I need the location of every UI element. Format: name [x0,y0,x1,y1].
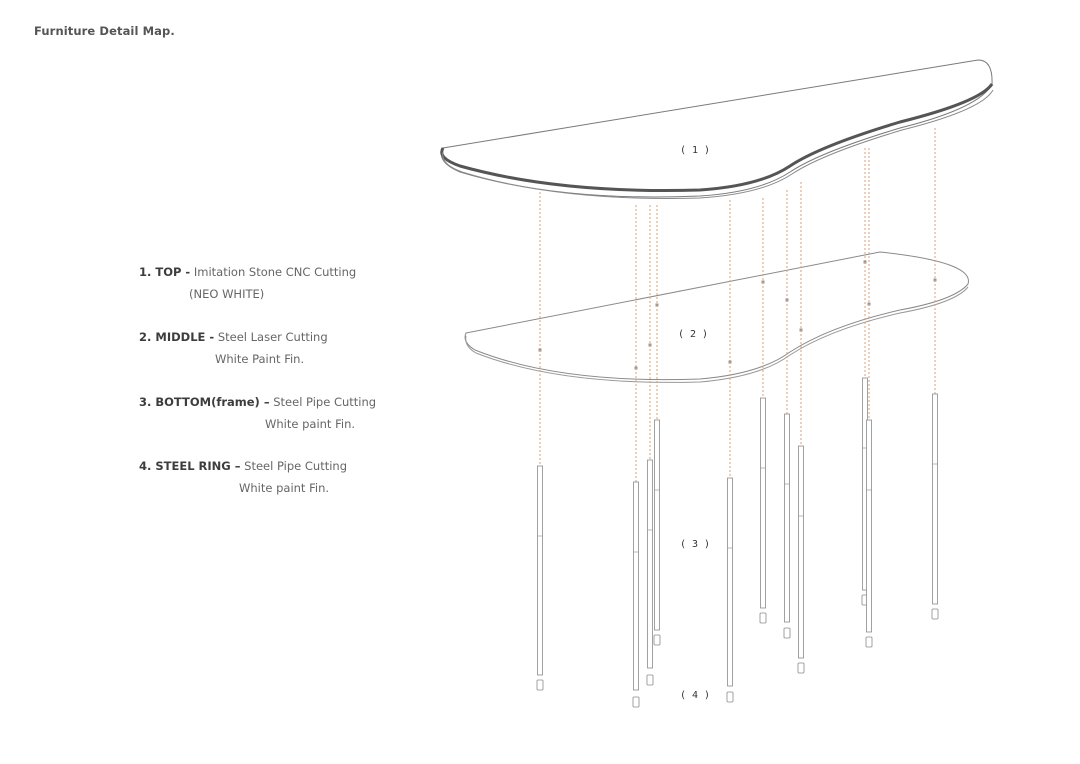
legend-description: Steel Laser Cutting [217,330,328,344]
steel-pipe [867,420,872,632]
steel-pipe [785,414,790,622]
steel-ring [760,613,766,623]
steel-ring [798,663,804,673]
leg-group [537,128,938,707]
top-slab [441,60,993,198]
legend-description: Steel Pipe Cutting [273,395,377,409]
leg-7 [784,190,790,638]
steel-ring [727,692,733,702]
steel-pipe [933,394,938,604]
steel-ring [654,635,660,645]
leg-8 [798,182,804,673]
leg-4 [654,205,660,645]
part-label-4: ( 4 ) [679,690,711,701]
legend-label: 4. STEEL RING – [139,459,241,473]
legend-description-2: (NEO WHITE) [189,287,265,301]
steel-pipe [634,482,639,690]
leg-5 [727,200,733,702]
part-label-1: ( 1 ) [679,145,711,156]
leg-1 [537,192,543,690]
steel-ring [647,675,653,685]
page-title: Furniture Detail Map. [34,24,175,38]
legend-label: 2. MIDDLE - [139,330,215,344]
legend-description-2: White paint Fin. [265,417,356,431]
leg-3 [647,205,653,685]
legend-description-2: White paint Fin. [239,481,330,495]
steel-pipe [728,478,733,686]
part-label-2: ( 2 ) [677,329,709,340]
steel-pipe [655,420,660,630]
steel-ring [633,697,639,707]
steel-pipe [648,460,653,668]
steel-pipe [761,398,766,608]
legend-label: 3. BOTTOM(frame) – [139,395,270,409]
part-label-3: ( 3 ) [679,539,711,550]
legend-description: Steel Pipe Cutting [244,459,347,473]
steel-pipe [799,446,804,658]
steel-pipe [538,466,543,675]
leg-11 [932,128,938,619]
steel-ring [537,680,543,690]
steel-ring [932,609,938,619]
leg-2 [633,205,639,707]
middle-plate [465,252,968,382]
steel-ring [866,637,872,647]
leg-6 [760,198,766,623]
legend-description-2: White Paint Fin. [215,352,305,366]
legend-label: 1. TOP - [139,265,191,279]
steel-ring [784,628,790,638]
legend-description: Imitation Stone CNC Cutting [193,265,357,279]
